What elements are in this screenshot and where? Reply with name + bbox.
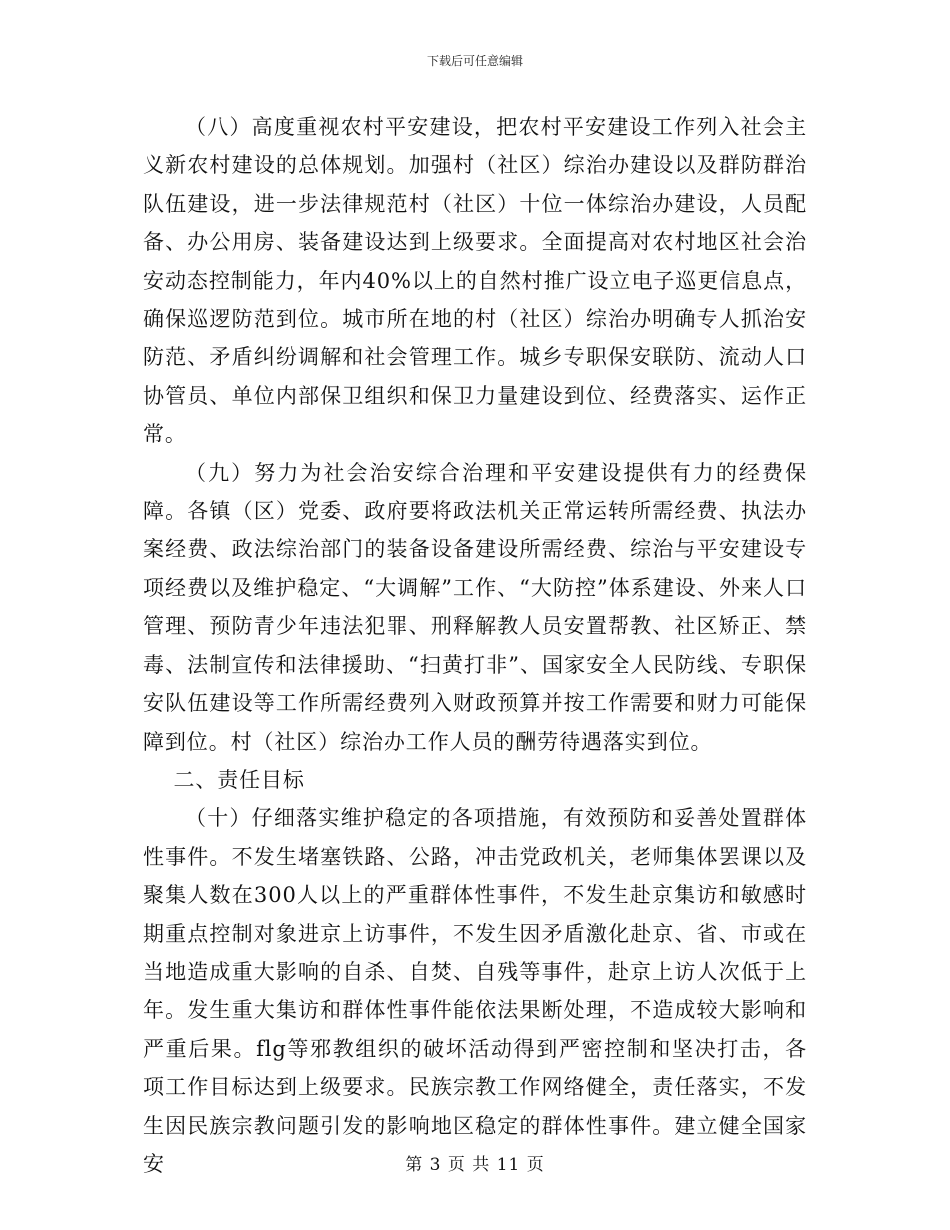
page-header-note: 下载后可任意编辑: [426, 54, 523, 68]
paragraph-eight: （八）高度重视农村平安建设，把农村平安建设工作列入社会主义新农村建设的总体规划。加强村（社区）综治办建设以及群防群治队伍建设，进一步法律规范村（社区）十位一体综治办建设，人员配备、办公用房、装备建设达到上级要求。全面提高对农村地区社会治安动态控制能力，年内40%以上的自然村推广设立电子巡更信息点，确保巡逻防范到位。城市所在地的村（社区）综治办明确专人抓治安防范、矛盾纠纷调解和社会管理工作。城乡专职保安联防、流动人口协管员、单位内部保卫组织和保卫力量建设到位、经费落实、运作正常。: [143, 115, 807, 447]
paragraph-nine: （九）努力为社会治安综合治理和平安建设提供有力的经费保障。各镇（区）党委、政府要将政法机关正常运转所需经费、执法办案经费、政法综治部门的装备设备建设所需经费、综治与平安建设专项经费以及维护稳定、“大调解”工作、“大防控”体系建设、外来人口管理、预防青少年违法犯罪、刑释解教人员安置帮教、社区矫正、禁毒、法制宣传和法律援助、“扫黄打非”、国家安全人民防线、专职保安队伍建设等工作所需经费列入财政预算并按工作需要和财力可能保障到位。村（社区）综治办工作人员的酬劳待遇落实到位。: [143, 460, 807, 754]
page-number: 第 3 页 共 11 页: [405, 1155, 545, 1175]
document-body: [143, 108, 807, 1183]
paragraph-ten: （十）仔细落实维护稳定的各项措施，有效预防和妥善处置群体性事件。不发生堵塞铁路、公路，冲击党政机关，老师集体罢课以及聚集人数在300人以上的严重群体性事件，不发生赴京集访和敏感时期重点控制对象进京上访事件，不发生因矛盾激化赴京、省、市或在当地造成重大影响的自杀、自焚、自残等事件，赴京上访人次低于上年。发生重大集访和群体性事件能依法果断处理，不造成较大影响和严重后果。flg等邪教组织的破坏活动得到严密控制和坚决打击，各项工作目标达到上级要求。民族宗教工作网络健全，责任落实，不发生因民族宗教问题引发的影响地区稳定的群体性事件。建立健全国家安: [143, 806, 807, 1176]
section-heading-responsibility: 二、责任目标: [173, 767, 305, 792]
